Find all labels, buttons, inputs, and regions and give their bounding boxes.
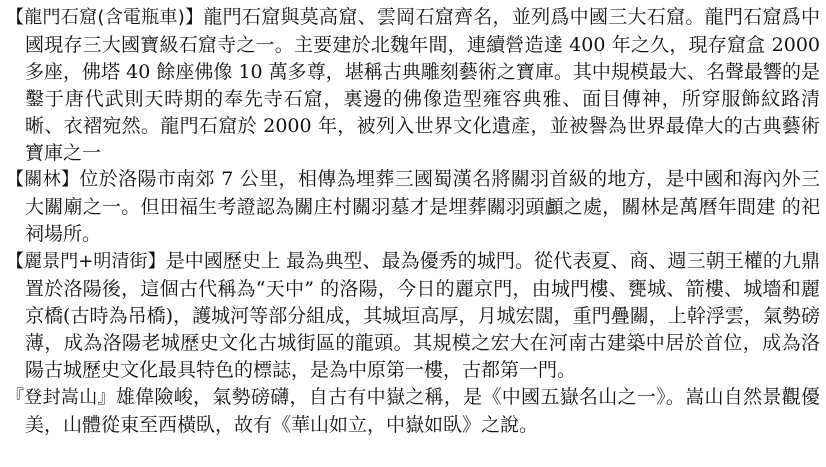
entry-longmen-grottoes: [6, 4, 820, 166]
entry-heading: 【麗景門+明清街】: [6, 251, 166, 273]
entry-lijing-gate: [6, 248, 820, 384]
entry-heading: 【關林】: [6, 169, 80, 191]
entry-description: 是中國歷史上 最為典型、最為優秀的城門。從代表夏、商、週三朝王權的九鼎置於洛陽後，這個古代稱為“天中” 的洛陽，今日的麗京門，由城門樓、甕城、箭樓、城墻和麗京橋(古時為吊橋)，護城河等部分組成，其城垣高厚，月城宏闊，重門疊關，上幹浮雲，氣勢磅薄，成為洛陽老城歷史文化古城街區的龍頭。其規模之宏大在河南古建築中居於首位，成為洛陽古城歷史文化最具特色的標誌，是為中原第一樓，古都第一門。: [25, 250, 820, 381]
entry-description: 龍門石窟與莫高窟、雲岡石窟齊名，並列爲中國三大石窟。龍門石窟爲中國現存三大國寶級石窟寺之一。主要建於北魏年間，連續營造達 400 年之久，現存窟盒 2000 多座，佛塔 40 餘座佛像 10 萬多尊，堪稱古典雕刻藝術之寶庫。其中規模最大、名聲最響的是鑿于唐代武則天時期的奉先寺石窟，裏邊的佛像造型雍容典雅、面目傳神，所穿服飾紋路清晰、衣褶宛然。龍門石窟於 2000 年，被列入世界文化遺產，並被譽為世界最偉大的古典藝術寶庫之一: [25, 6, 820, 164]
entry-heading: 『登封嵩山』: [6, 386, 116, 408]
entry-guanlin: [6, 166, 820, 248]
entry-description: 雄偉險峻，氣勢磅礴，自古有中嶽之稱，是《中國五嶽名山之一》。嵩山自然景觀優美，山體從東至西橫臥，故有《華山如立，中嶽如臥》之說。: [25, 385, 821, 436]
entry-songshan: [6, 384, 820, 439]
entry-heading: 【龍門石窟(含電瓶車)】: [6, 7, 204, 28]
entry-description: 位於洛陽市南郊 7 公里，相傳為埋葬三國蜀漢名將關羽首級的地方，是中國和海內外三大關廟之一。但田福生考證認為關庄村關羽墓才是埋葬關羽頭顱之處，關林是萬曆年間建 的祀祠場所。: [25, 168, 821, 246]
